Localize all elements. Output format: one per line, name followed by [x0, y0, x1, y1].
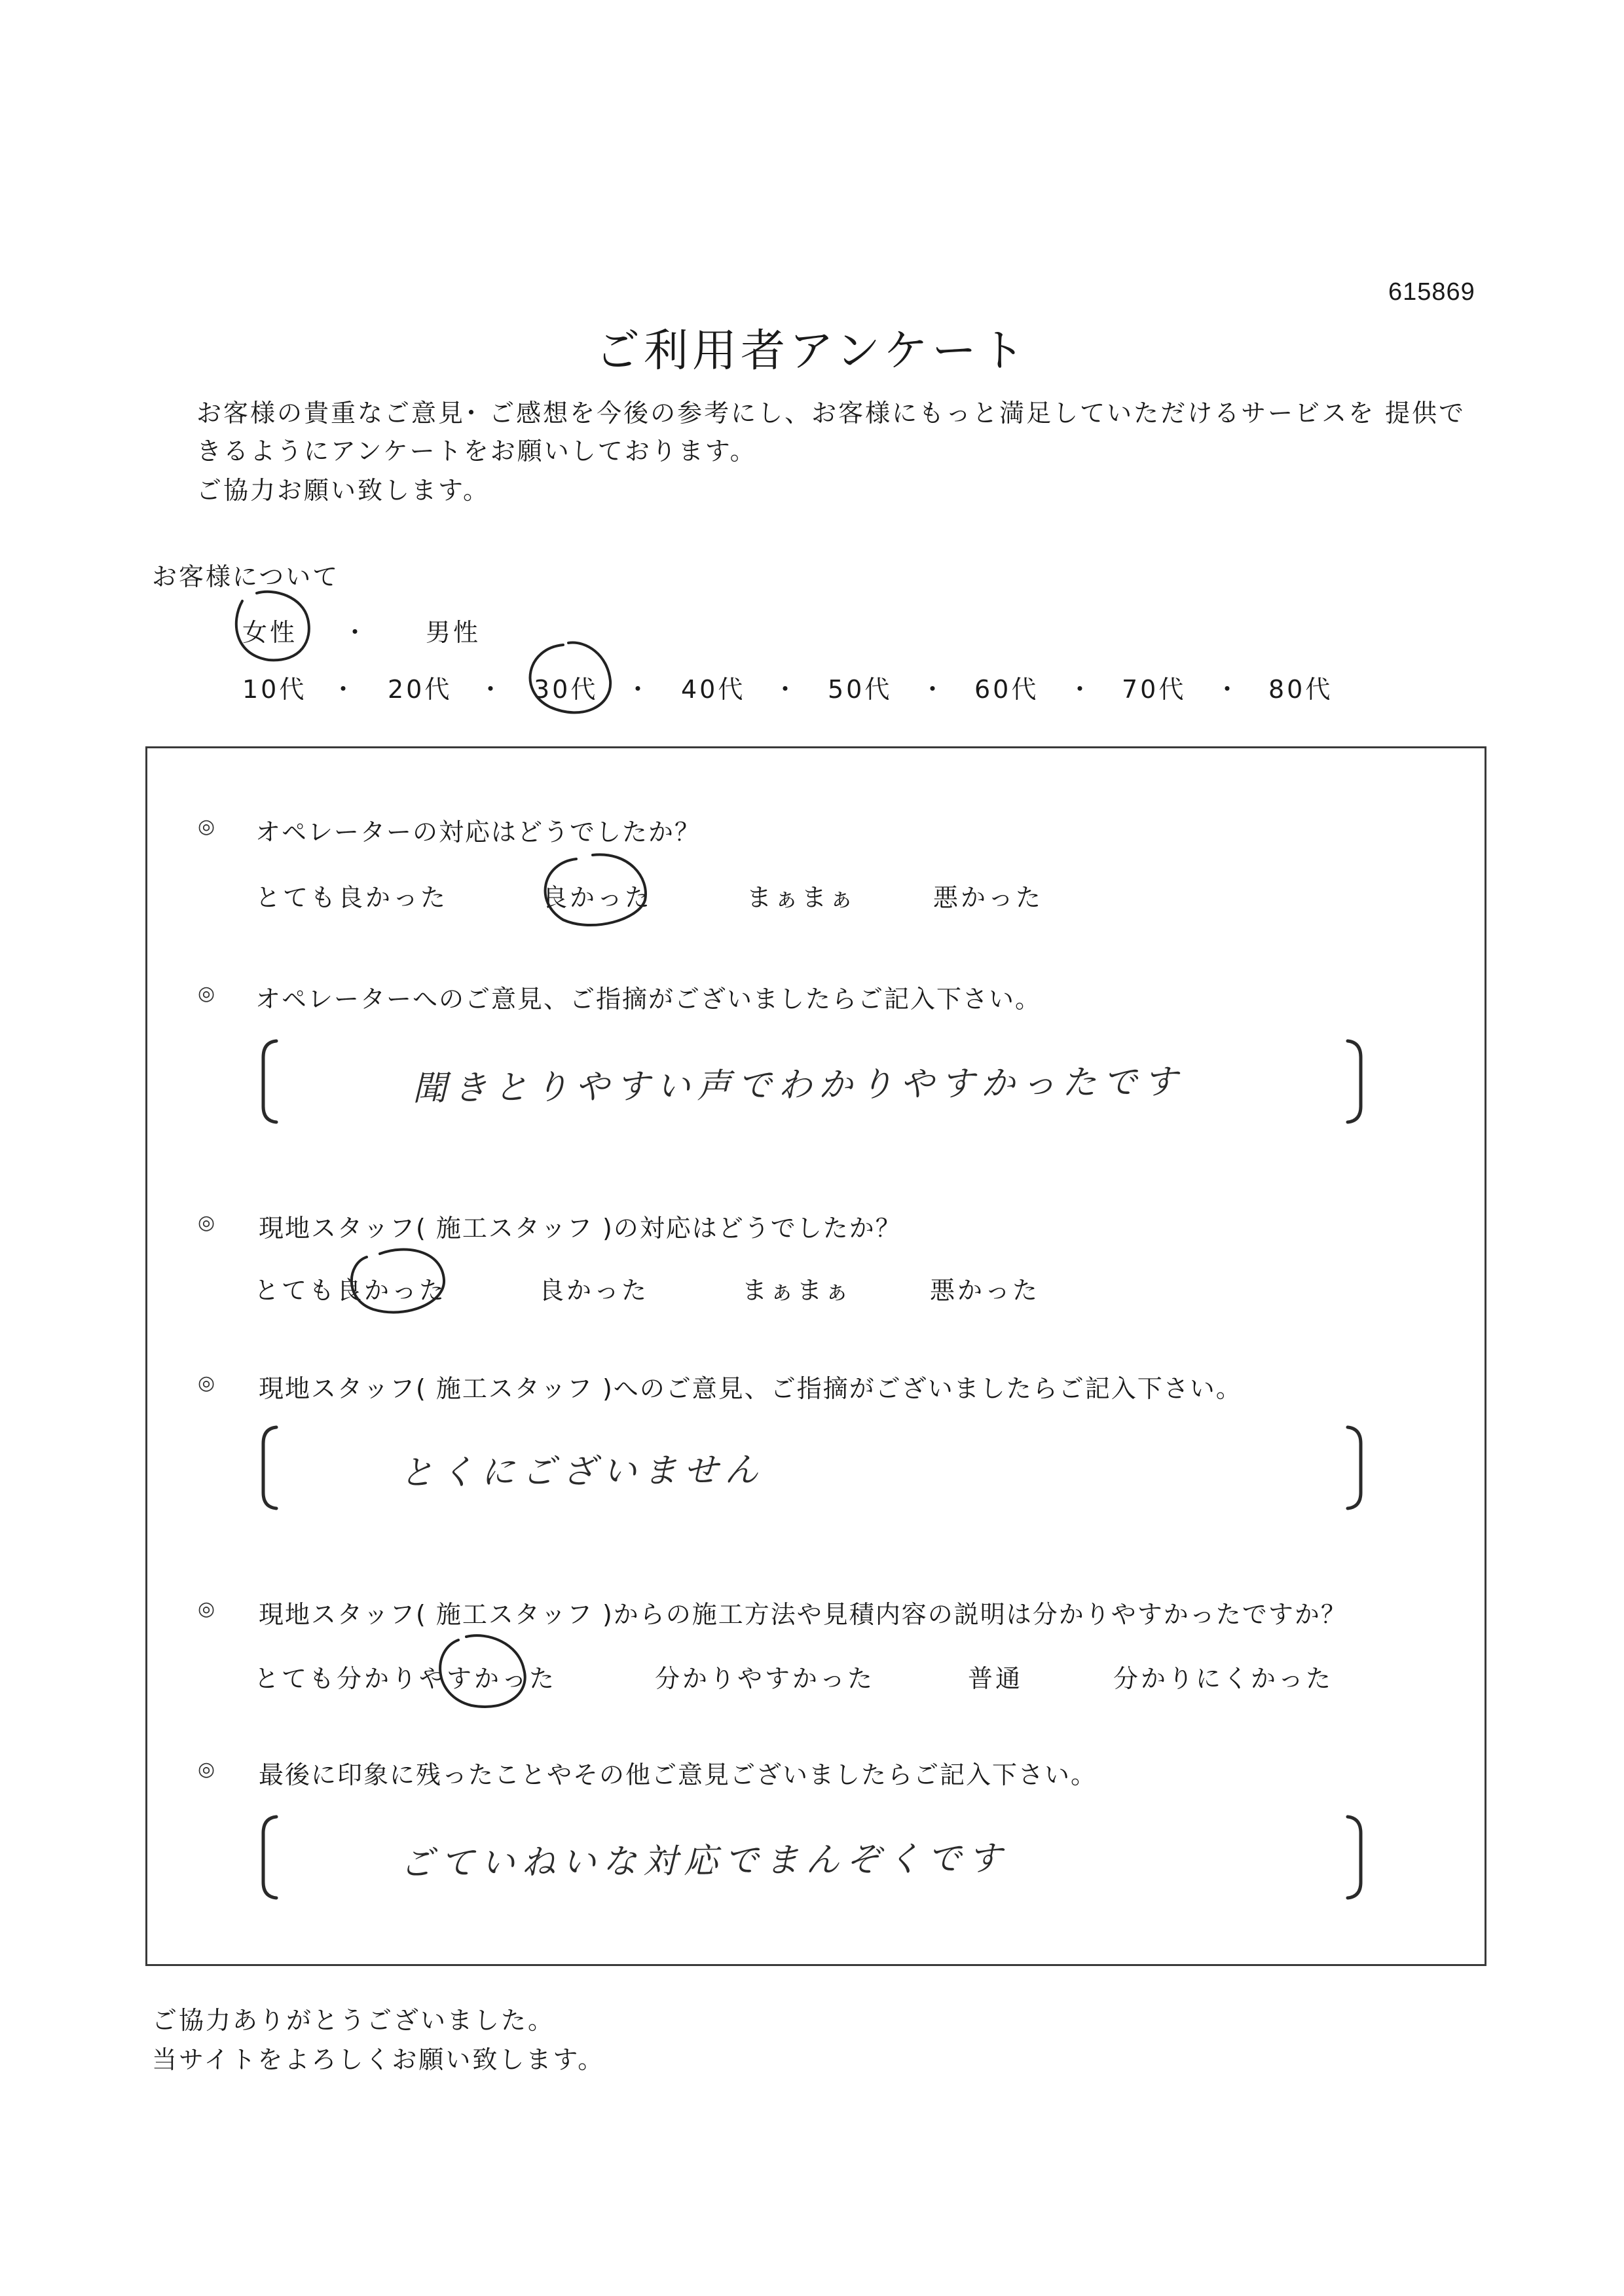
q5-option-clear[interactable]: 分かりやすかった [655, 1664, 876, 1693]
age-separator: ・ [625, 675, 651, 704]
q3-option-so-so[interactable]: まぁまぁ [742, 1276, 853, 1305]
age-option-40s[interactable]: 40代 [681, 675, 746, 704]
age-option-30s[interactable]: 30代 [534, 675, 599, 704]
age-option-60s[interactable]: 60代 [974, 675, 1039, 704]
question-2-text: オペレーターへのご意見、ご指摘がございましたらご記入下さい。 [255, 985, 1042, 1013]
question-1-text: オペレーターの対応はどうでしたか？ [255, 818, 701, 847]
question-bullet: ◎ [198, 1372, 215, 1394]
age-option-20s[interactable]: 20代 [388, 675, 452, 704]
q5-option-very-clear[interactable]: とても分かりやすかった [254, 1664, 557, 1693]
q3-option-good[interactable]: 良かった [539, 1276, 650, 1305]
q3-option-very-good[interactable]: とても良かった [254, 1276, 447, 1305]
q5-option-normal[interactable]: 普通 [968, 1664, 1024, 1693]
age-option-50s[interactable]: 50代 [828, 675, 893, 704]
age-separator: ・ [1067, 675, 1093, 704]
page-title: ご利用者アンケート [595, 325, 1029, 377]
q3-option-bad[interactable]: 悪かった [930, 1276, 1041, 1305]
intro-line-2: きるようにアンケートをお願いしております。 [196, 437, 757, 465]
age-separator: ・ [773, 675, 798, 704]
question-5-text: 現地スタッフ( 施工スタッフ )からの施工方法や見積内容の説明は分かりやすかったですか？ [259, 1600, 1347, 1629]
q4-handwritten-answer[interactable]: とくにございません [399, 1450, 766, 1493]
customer-heading: お客様について [152, 562, 340, 591]
q1-option-very-good[interactable]: とても良かった [255, 883, 449, 912]
footer-line-1: ご協力ありがとうございました。 [152, 2006, 555, 2035]
q1-option-so-so[interactable]: まぁまぁ [747, 883, 857, 912]
question-bullet: ◎ [198, 1758, 215, 1781]
question-4-text: 現地スタッフ( 施工スタッフ )へのご意見、ご指摘がございましたらご記入下さい。 [259, 1374, 1242, 1403]
age-separator: ・ [478, 675, 504, 704]
age-separator: ・ [331, 675, 356, 704]
gender-option-male[interactable]: 男性 [426, 618, 481, 647]
q1-option-good[interactable]: 良かった [542, 883, 653, 912]
intro-line-1: お客様の貴重なご意見･ ご感想を今後の参考にし、お客様にもっと満足していただけるサービスを 提供で [196, 399, 1466, 428]
gender-option-female[interactable]: 女性 [242, 618, 298, 647]
q5-option-unclear[interactable]: 分かりにくかった [1113, 1664, 1334, 1693]
q6-handwritten-answer[interactable]: ごていねいな対応でまんぞくです [399, 1838, 1009, 1884]
q2-handwritten-answer[interactable]: 聞きとりやすい声でわかりやすかったです [412, 1062, 1185, 1109]
age-option-70s[interactable]: 70代 [1122, 675, 1187, 704]
footer-line-2: 当サイトをよろしくお願い致します。 [152, 2045, 605, 2074]
document-id: 615869 [1388, 278, 1475, 306]
intro-line-3: ご協力お願い致します。 [196, 476, 490, 505]
age-separator: ・ [1215, 675, 1240, 704]
age-option-80s[interactable]: 80代 [1268, 675, 1333, 704]
question-6-text: 最後に印象に残ったことやその他ご意見ございましたらご記入下さい。 [259, 1760, 1098, 1789]
question-bullet: ◎ [198, 1211, 215, 1234]
question-bullet: ◎ [198, 815, 215, 838]
age-separator: ・ [920, 675, 946, 704]
gender-separator: ・ [342, 618, 368, 647]
question-bullet: ◎ [198, 1597, 215, 1620]
question-3-text: 現地スタッフ( 施工スタッフ )の対応はどうでしたか？ [259, 1214, 902, 1243]
age-option-10s[interactable]: 10代 [242, 675, 307, 704]
q1-option-bad[interactable]: 悪かった [933, 883, 1044, 912]
question-bullet: ◎ [198, 982, 215, 1005]
